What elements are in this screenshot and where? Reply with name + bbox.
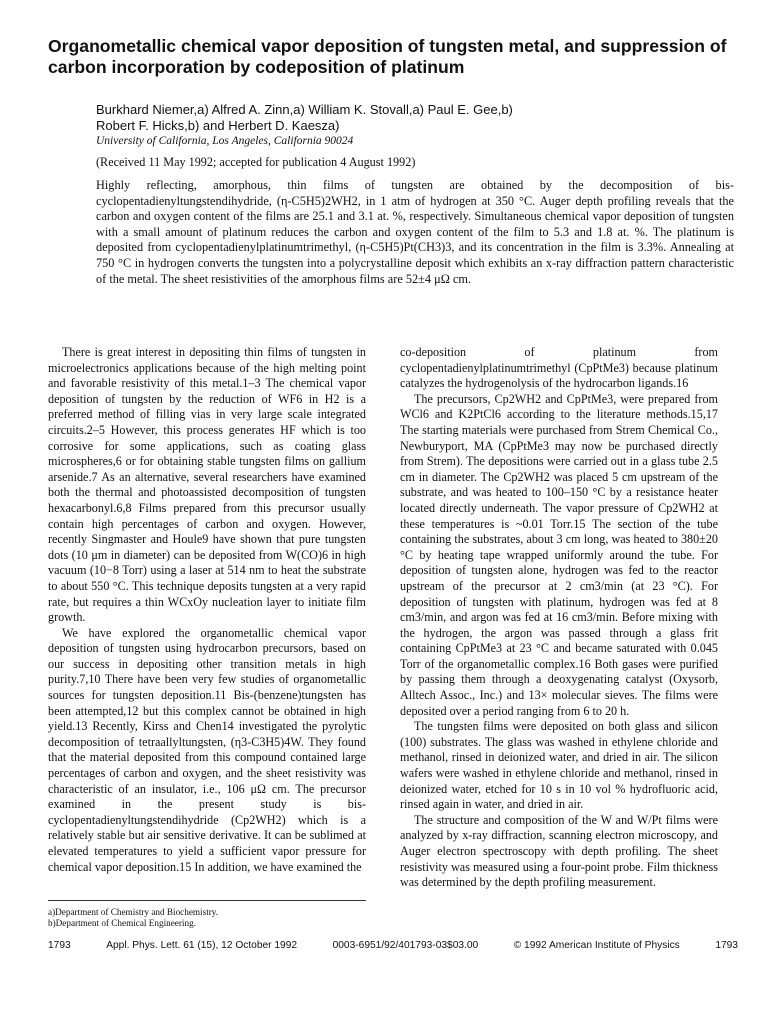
author-line-1: Burkhard Niemer,a) Alfred A. Zinn,a) William K. Stovall,a) Paul E. Gee,b) [96, 102, 513, 117]
author-list [96, 102, 736, 134]
footnote-a: a)Department of Chemistry and Biochemistry. [48, 907, 219, 917]
body-paragraph: There is great interest in depositing thin films of tungsten in microelectronics applications because of the high melting point and favorable resistivity of this metal.1–3 The chemical vapor deposition of tungsten by the reduction of WF6 in H2 is a preferred method of filling vias in very large scale integrated circuits.2–5 However, this process generates HF which is too corrosive for some applications, such as coating glass microspheres,6 or for obtaining stable tungsten films on gallium arsenide.7 As an alternative, several researchers have examined both the thermal and photoassisted decomposition of tungsten hexacarbonyl.6,8 Films prepared from this precursor usually contain high percentages of carbon and oxygen. However, recently Singmaster and Houle9 have shown that pure tungsten dots (10 μm in diameter) can be deposited from W(CO)6 in high vacuum (10−8 Torr) using a laser at 514 nm to heat the substrate to about 550 °C. This technique deposits tungsten at a very rapid rate, but requires a thin WCxOy nucleation layer to initiate film growth. [48, 345, 366, 625]
page-number-left: 1793 [48, 940, 71, 951]
body-paragraph: co-deposition of platinum from cyclopentadienylplatinumtrimethyl (CpPtMe3) because platinum catalyzes the hydrogenolysis of the hydrocarbon ligands.16 [400, 345, 718, 391]
copyright: © 1992 American Institute of Physics [513, 940, 680, 951]
page-footer [48, 940, 738, 951]
body-paragraph: The precursors, Cp2WH2 and CpPtMe3, were prepared from WCl6 and K2PtCl6 according to the literature methods.15,17 The starting materials were purchased from Strem Chemical Co., Newburyport, MA (CpPtMe3 may now be purchased directly from Strem). The depositions were carried out in a glass tube 2.5 cm in diameter. The Cp2WH2 was placed 5 cm upstream of the substrate, and was heated to 100–150 °C by a resistance heater located directly underneath. The vapor pressure of Cp2WH2 at these temperatures is ~0.01 Torr.15 The section of the tube containing the substrates, about 3 cm long, was heated to 380±20 °C by heating tape wrapped uniformly around the tube. For deposition of tungsten alone, hydrogen was fed to the reactor upstream of the precursor at 2 cm3/min (at 23 °C). For deposition of tungsten with platinum, hydrogen was fed at 8 cm3/min, and argon was fed at 16 cm3/min. Before mixing with the hydrogen, the argon was passed through a glass frit containing CpPtMe3 at 23 °C and became saturated with 0.045 Torr of the organometallic complex.16 Both gases were purified by passing them through a deoxygenating catalyst (Oxysorb, Alltech Assoc., Inc.) and 13× molecular sieves. The films were deposited over a period ranging from 6 to 20 h. [400, 391, 718, 718]
article-code: 0003-6951/92/401793-03$03.00 [332, 940, 479, 951]
received-dates: (Received 11 May 1992; accepted for publication 4 August 1992) [96, 155, 416, 169]
footnote-b: b)Department of Chemical Engineering. [48, 918, 196, 928]
abstract: Highly reflecting, amorphous, thin films of tungsten are obtained by the decomposition of bis-cyclopentadienyltungstendihydride, (η-C5H5)2WH2, in 1 atm of hydrogen at 350 °C. Auger depth profiling reveals that the carbon and oxygen content of the films are 25.1 and 3.1 at. %, respectively. Simultaneous chemical vapor deposition of tungsten with a small amount of platinum reduces the carbon and oxygen content of the film to 5.3 and 1.8 at. %. The platinum is deposited from cyclopentadienylplatinumtrimethyl, (η-C5H5)Pt(CH3)3, and its concentration in the film is 3.3%. Annealing at 750 °C in hydrogen converts the tungsten into a polycrystalline deposit which exhibits an x-ray diffraction pattern characteristic of the metal. The sheet resistivities of the amorphous films are 52±4 μΩ cm. [96, 178, 734, 286]
footnotes [48, 900, 366, 929]
paper-title: Organometallic chemical vapor deposition of tungsten metal, and suppression of carbon incorporation by codeposition of platinum [48, 36, 727, 77]
left-column [48, 345, 366, 875]
affiliation: University of California, Los Angeles, California 90024 [96, 135, 354, 147]
right-column [400, 345, 718, 891]
body-paragraph: The structure and composition of the W and W/Pt films were analyzed by x-ray diffraction, scanning electron microscopy, and Auger electron spectroscopy with depth profiling. The sheet resistivity was measured using a four-point probe. Film thickness was determined by the depth profiling measurement. [400, 812, 718, 890]
body-paragraph: The tungsten films were deposited on both glass and silicon (100) substrates. The glass was washed in ethylene chloride and methanol, rinsed in deionized water, and dried in air. The silicon wafers were washed in ethylene chloride and methanol, rinsed in deionized water, etched for 10 s in 10 vol % hydrofluoric acid, rinsed again in water, and dried in air. [400, 719, 718, 812]
page-number-right: 1793 [715, 940, 738, 951]
body-paragraph: We have explored the organometallic chemical vapor deposition of tungsten using hydrocarbon precursors, based on our success in depositing other transition metals in high purity.7,10 There have been very few studies of organometallic sources for tungsten deposition.11 Bis-(benzene)tungsten has been attempted,12 but this complex cannot be obtained in high yield.13 Recently, Kirss and Chen14 investigated the pyrolytic decomposition of tetraallyltungsten, (η3-C3H5)4W. They found that the material deposited from this compound contained large percentages of carbon and oxygen, and the sheet resistivity was characteristic of an insulator, i.e., 106 μΩ cm. The precursor examined in the present study is bis-cyclopentadienyltungstendihydride (Cp2WH2) which is a relatively stable but air sensitive derivative. It can be sublimed at elevated temperatures to yield a sufficient vapor pressure for chemical vapor deposition.15 In addition, we have examined the [48, 625, 366, 874]
journal-citation: Appl. Phys. Lett. 61 (15), 12 October 1992 [106, 940, 298, 951]
author-line-2: Robert F. Hicks,b) and Herbert D. Kaesza) [96, 118, 340, 133]
